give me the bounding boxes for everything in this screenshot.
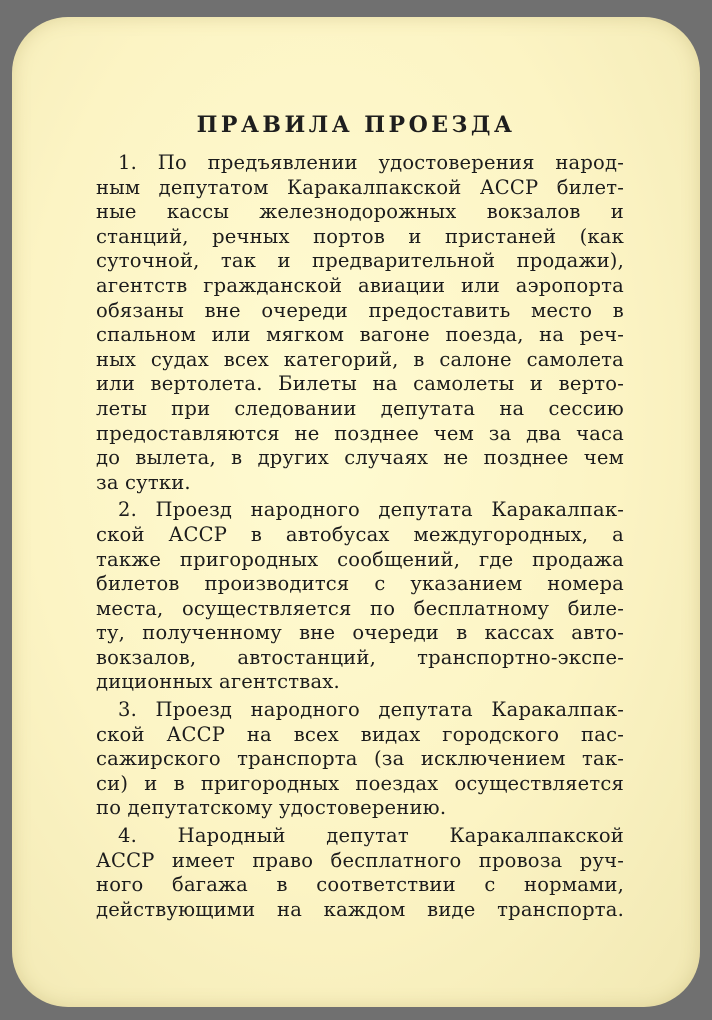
text-line: места, осуществляется по бесплатному биле- [96,596,624,620]
text-line: 4. Народный депутат Каракалпакской [118,824,624,848]
text-line: ные кассы железнодорожных вокзалов и [96,200,624,224]
text-line: ской АССР на всех видах городского пас- [96,722,624,746]
text-line: ской АССР в автобусах междугородных, а [96,522,624,546]
text-line: вокзалов, автостанций, транспортно-экспе- [96,645,624,669]
text-line: леты при следовании депутата на сессию [96,396,624,420]
rules-card [12,17,700,1007]
text-line: АССР имеет право бесплатного провоза руч- [96,848,624,872]
text-line: 3. Проезд народного депутата Каракалпак- [118,698,624,722]
text-line: спальном или мягком вагоне поезда, на реч- [96,323,624,347]
text-line: сажирского транспорта (за исключением так- [96,747,624,771]
text-line: суточной, так и предварительной продажи), [96,249,624,273]
text-line: агентств гражданской авиации или аэропорта [96,273,624,297]
text-line: действующими на каждом виде транспорта. [96,897,624,921]
paragraph-3 [96,698,624,821]
rules-text [96,151,624,925]
text-line: 2. Проезд народного депутата Каракалпак- [118,498,624,522]
text-line: ту, полученному вне очереди в кассах авто- [96,621,624,645]
text-line: билетов производится с указанием номера [96,572,624,596]
text-line: также пригородных сообщений, где продажа [96,547,624,571]
document-title: ПРАВИЛА ПРОЕЗДА [196,112,516,138]
text-line: обязаны вне очереди предоставить место в [96,298,624,322]
text-line: ным депутатом Каракалпакской АССР билет- [96,175,624,199]
text-line: станций, речных портов и пристаней (как [96,224,624,248]
paragraph-2 [96,498,624,695]
text-line: ного багажа в соответствии с нормами, [96,873,624,897]
text-line: по депутатскому удостоверению. [96,796,447,820]
text-line: диционных агентствах. [96,670,340,694]
paragraph-4 [96,824,624,922]
text-line: за сутки. [96,470,191,494]
text-line: до вылета, в других случаях не позднее чем [96,446,624,470]
text-line: си) и в пригородных поездах осуществляется [96,771,624,795]
text-line: 1. По предъявлении удостоверения народ- [118,151,624,174]
text-line: или вертолета. Билеты на самолеты и верто- [96,372,624,396]
text-line: предоставляются не позднее чем за два часа [96,421,624,445]
paragraph-1 [96,151,624,495]
text-line: ных судах всех категорий, в салоне самолета [96,347,624,371]
